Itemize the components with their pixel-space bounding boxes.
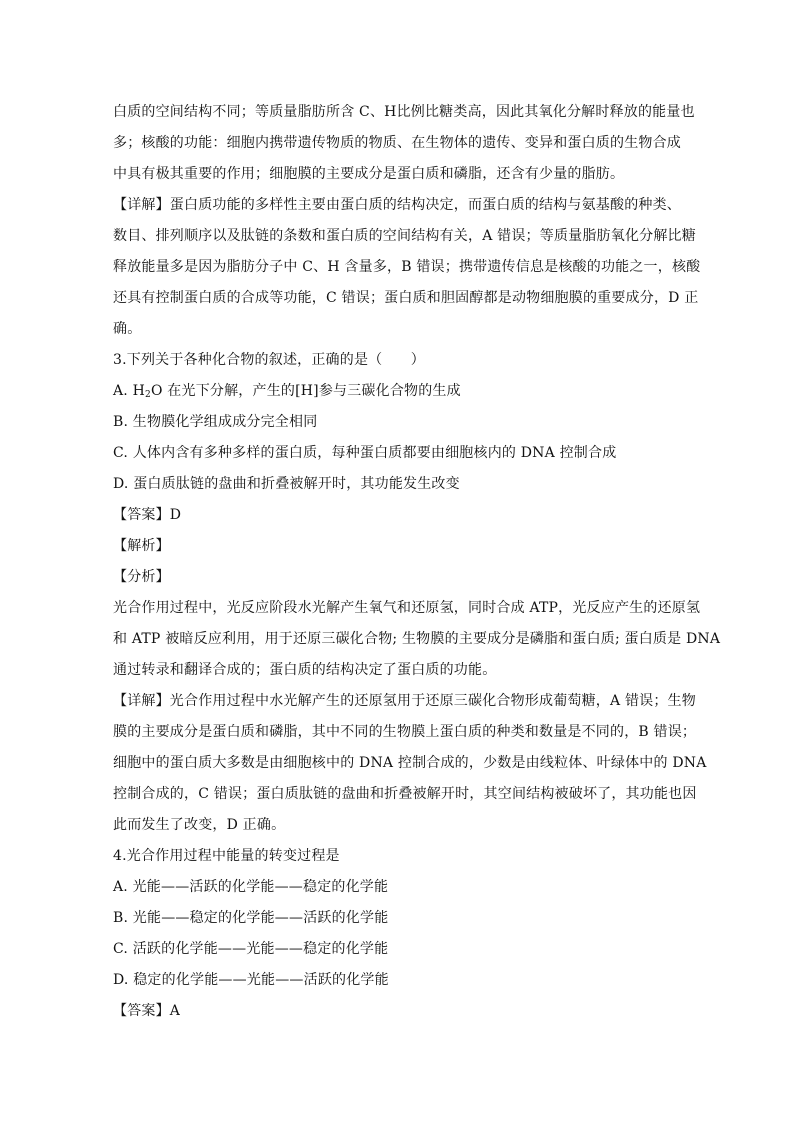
fenxi-line: 通过转录和翻译合成的；蛋白质的结构决定了蛋白质的功能。 [113, 662, 497, 678]
fenxi-heading: 【分析】 [113, 569, 170, 585]
question-3-option-d: D. 蛋白质肽链的盘曲和折叠被解开时，其功能发生改变 [113, 476, 460, 492]
question-3-option-c: C. 人体内含有多种多样的蛋白质，每种蛋白质都要由细胞核内的 DNA 控制合成 [113, 445, 617, 461]
question-3-answer: 【答案】D [113, 507, 182, 523]
detail-line: 数目、排列顺序以及肽链的条数和蛋白质的空间结构有关，A 错误；等质量脂肪氧化分解比糖 [113, 228, 696, 244]
question-4-option-d: D. 稳定的化学能——光能——活跃的化学能 [113, 972, 389, 988]
question-4-stem: 4.光合作用过程中能量的转变过程是 [113, 848, 340, 864]
detail-line: 释放能量多是因为脂肪分子中 C、H 含量多，B 错误；携带遗传信息是核酸的功能之一，核酸 [113, 259, 701, 275]
analysis-heading: 【解析】 [113, 538, 170, 554]
text-line: 白质的空间结构不同；等质量脂肪所含 C、H比例比糖类高，因此其氧化分解时释放的能量也 [113, 104, 695, 120]
option-a-prefix: A. H [113, 383, 146, 399]
document-page [113, 97, 721, 1027]
detail-line: 确。 [113, 321, 142, 337]
question-4-option-b: B. 光能——稳定的化学能——活跃的化学能 [113, 910, 389, 926]
detail-line: 膜的主要成分是蛋白质和磷脂，其中不同的生物膜上蛋白质的种类和数量是不同的，B 错误； [113, 724, 697, 740]
detail-line: 【详解】光合作用过程中水光解产生的还原氢用于还原三碳化合物形成葡萄糖，A 错误；生物 [113, 693, 696, 709]
question-3-stem: 3.下列关于各种化合物的叙述，正确的是（ ） [113, 352, 425, 368]
text-line: 中具有极其重要的作用；细胞膜的主要成分是蛋白质和磷脂，还含有少量的脂肪。 [113, 166, 625, 182]
text-line: 多；核酸的功能：细胞内携带遗传物质的物质、在生物体的遗传、变异和蛋白质的生物合成 [113, 135, 681, 151]
fenxi-line: 和 ATP 被暗反应利用，用于还原三碳化合物; 生物膜的主要成分是磷脂和蛋白质; 蛋白质是 DNA [113, 631, 721, 647]
subscript-2: 2 [145, 390, 151, 400]
question-3-option-a [113, 376, 683, 407]
detail-line: 细胞中的蛋白质大多数是由细胞核中的 DNA 控制合成的，少数是由线粒体、叶绿体中的 DNA [113, 755, 707, 771]
question-4-answer: 【答案】A [113, 1003, 181, 1019]
question-4-option-c: C. 活跃的化学能——光能——稳定的化学能 [113, 941, 389, 957]
detail-line: 【详解】蛋白质功能的多样性主要由蛋白质的结构决定，而蛋白质的结构与氨基酸的种类、 [113, 197, 681, 213]
question-3-option-b: B. 生物膜化学组成成分完全相同 [113, 414, 318, 430]
detail-line: 还具有控制蛋白质的合成等功能，C 错误；蛋白质和胆固醇都是动物细胞膜的重要成分，D 正 [113, 290, 699, 306]
detail-line: 控制合成的，C 错误；蛋白质肽链的盘曲和折叠被解开时，其空间结构被破坏了，其功能也因 [113, 786, 697, 802]
fenxi-line: 光合作用过程中，光反应阶段水光解产生氧气和还原氢，同时合成 ATP，光反应产生的还原氢 [113, 600, 701, 616]
question-4-option-a: A. 光能——活跃的化学能——稳定的化学能 [113, 879, 389, 895]
detail-line: 此而发生了改变，D 正确。 [113, 817, 286, 833]
option-a-rest: O 在光下分解，产生的[H]参与三碳化合物的生成 [150, 383, 461, 399]
